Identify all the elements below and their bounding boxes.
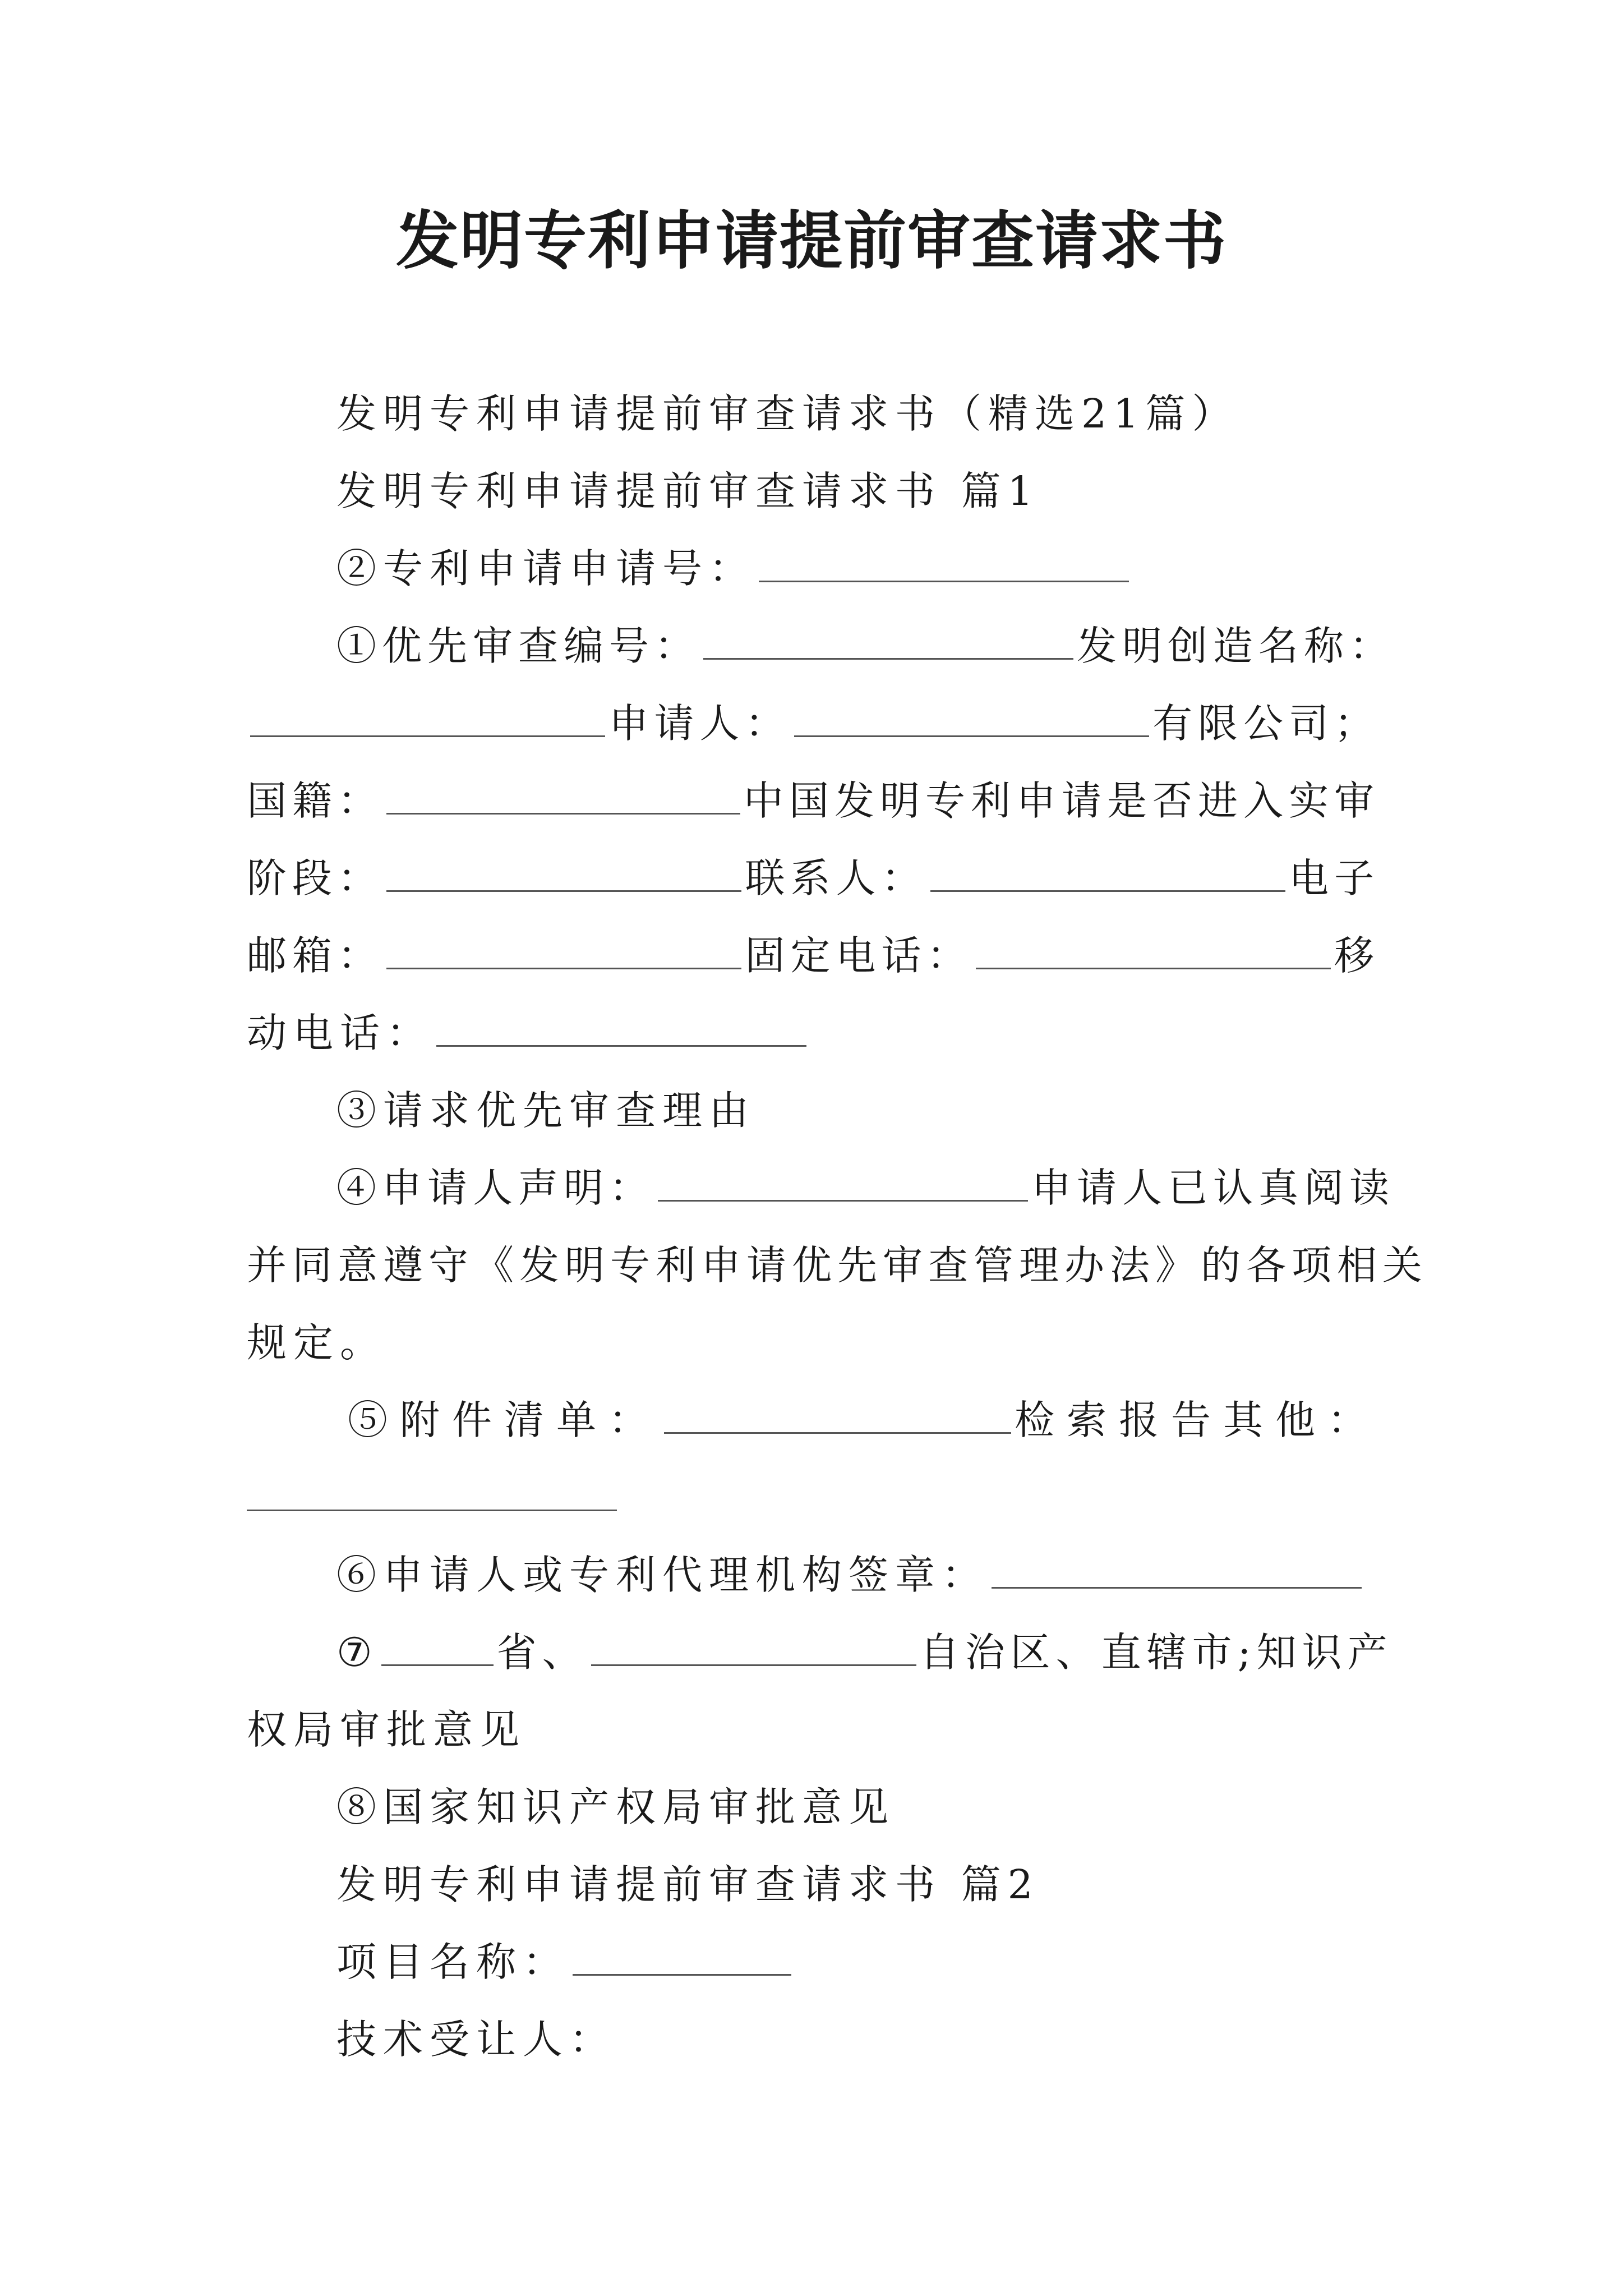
declaration-blank [658,1163,1028,1202]
china-application-text: 中国发明专利申请是否进入实审 [743,777,1380,824]
application-number-label: ②专利申请申请号： [336,545,756,592]
declaration-line-2 [247,1239,1428,1292]
contact-label: 联系人： [745,855,927,901]
part1-heading: 发明专利申请提前审查请求书 篇1 [336,468,1040,514]
application-number-line [336,542,1132,596]
stage-blank [386,853,741,892]
provincial-line [336,1626,1393,1680]
nationality-line [247,774,1380,828]
attachment-label: ⑤附件清单： [348,1397,661,1443]
project-name-line [336,1935,795,1989]
attachment-line [348,1393,1380,1447]
declaration-line [336,1161,1395,1215]
tech-assignee-label: 技术受让人： [336,2016,616,2063]
company-suffix: 有限公司； [1152,700,1380,747]
national-approval: ⑧国家知识产权局审批意见 [336,1784,896,1830]
applicant-blank [794,698,1149,737]
invention-name-label: 发明创造名称： [1077,623,1395,669]
landline-label: 固定电话： [745,932,972,979]
subtitle: 发明专利申请提前审查请求书（精选21篇） [336,390,1239,437]
stage-line [247,852,1380,905]
priority-exam-number-blank [703,621,1073,660]
declaration-text-1: 申请人已认真阅读 [1031,1165,1395,1211]
priority-exam-line [336,619,1395,673]
signature-label: ⑥申请人或专利代理机构签章： [336,1552,989,1598]
applicant-label: 申请人： [608,700,791,747]
attachment-text: 检索报告其他： [1014,1397,1380,1443]
declaration-label: ④申请人声明： [336,1165,655,1211]
reason-heading: ③请求优先审查理由 [336,1087,756,1134]
stage-label: 阶段： [247,855,384,901]
signature-blank [992,1550,1362,1589]
part2-heading: 发明专利申请提前审查请求书 篇2 [336,1861,1040,1908]
provincial-text-2: 权局审批意见 [247,1706,527,1753]
declaration-text-2: 并同意遵守《发明专利申请优先审查管理办法》的各项相关 [247,1242,1428,1289]
invention-name-blank [250,698,605,737]
email-line [247,929,1380,983]
project-name-blank [573,1937,791,1976]
mobile-blank [436,1008,806,1047]
other-attachment-blank [247,1473,617,1511]
declaration-text-3: 规定。 [247,1319,387,1366]
project-name-label: 项目名称： [336,1939,570,1985]
signature-line [336,1548,1365,1602]
other-attachment-line [247,1471,620,1525]
contact-blank [930,853,1285,892]
priority-exam-number-label: ①优先审查编号： [336,623,700,669]
document-title: 发明专利申请提前审查请求书 [396,205,1227,278]
email-label-part2: 邮箱： [247,932,384,979]
mobile-label-part1: 移 [1334,932,1380,979]
nationality-blank [386,776,740,815]
mobile-line [247,1006,810,1060]
provincial-prefix: ⑦ [336,1629,378,1676]
provincial-text: 自治区、直辖市;知识产 [919,1629,1393,1676]
region-blank [591,1627,916,1666]
email-label-part1: 电子 [1288,855,1380,901]
province-blank [381,1627,494,1666]
attachment-blank [664,1395,1011,1434]
email-blank [386,931,741,969]
landline-blank [976,931,1331,969]
nationality-label: 国籍： [247,777,384,824]
mobile-label-part2: 动电话： [247,1010,434,1056]
province-label: 省、 [496,1629,588,1676]
application-number-blank [759,544,1129,582]
applicant-line [247,697,1380,751]
